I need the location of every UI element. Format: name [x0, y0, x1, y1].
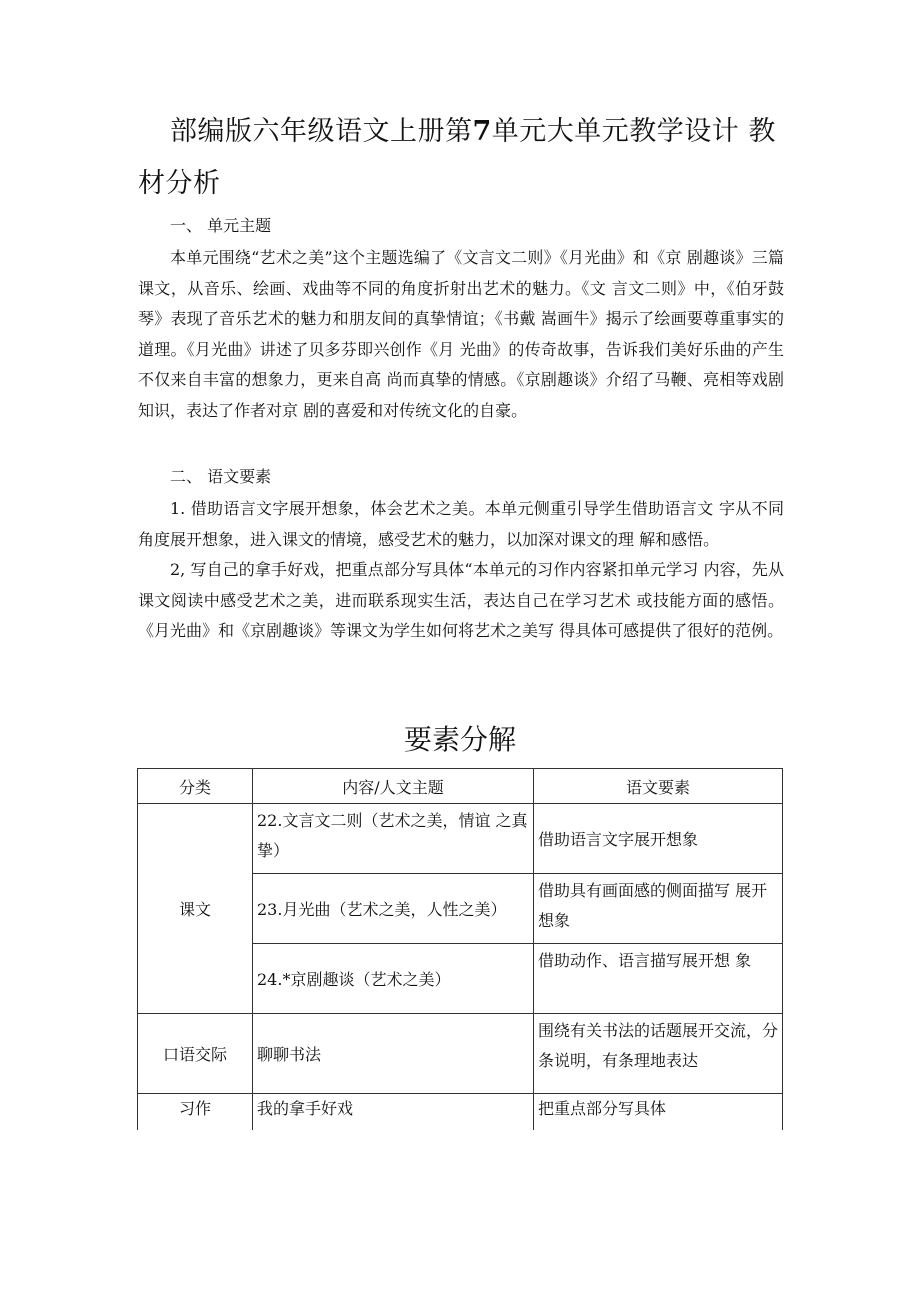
element-cell: 借助动作、语言描写展开想 象: [534, 944, 783, 1014]
header-category: 分类: [138, 769, 253, 804]
content-cell: 22.文言文二则（艺术之美，情谊 之真挚）: [253, 804, 534, 874]
table-title: 要素分解: [403, 723, 516, 756]
table-row: [138, 1014, 783, 1094]
content-cell: 聊聊书法: [253, 1014, 534, 1094]
category-cell: 课文: [138, 804, 253, 1014]
content-cell: 我的拿手好戏: [253, 1094, 534, 1130]
section2-paragraph-2: 2, 写自己的拿手好戏，把重点部分写具体“本单元的习作内容紧扣单元学习 内容，先从课文阅读中感受艺术之美，进而联系现实生活，表达自己在学习艺术 或技能方面的感悟。《月光曲》和《京剧趣谈》等课文为学生如何将艺术之美写 得具体可感提供了很好的范例。: [138, 560, 784, 640]
section1-heading: 一、 单元主题: [170, 216, 272, 235]
table-header-row: [138, 769, 783, 804]
document-title: 部编版六年级语文上册第7单元大单元教学设计 教材分析: [138, 116, 776, 199]
section1-body: [138, 243, 784, 426]
category-cell: 口语交际: [138, 1014, 253, 1094]
header-element: 语文要素: [534, 769, 783, 804]
element-cell: 借助具有画面感的侧面描写 展开想象: [534, 874, 783, 944]
header-content: 内容/人文主题: [253, 769, 534, 804]
table-row: [138, 1094, 783, 1130]
elements-table: [137, 768, 783, 1130]
table-row: [138, 804, 783, 874]
category-cell: 习作: [138, 1094, 253, 1130]
element-cell: 围绕有关书法的话题展开交流，分条说明，有条理地表达: [534, 1014, 783, 1094]
element-cell: 把重点部分写具体: [534, 1094, 783, 1130]
section2-paragraph-1: 1. 借助语言文字展开想象，体会艺术之美。本单元侧重引导学生借助语言文 字从不同角度展开想象，进入课文的情境，感受艺术的魅力，以加深对课文的理 解和感悟。: [138, 499, 784, 549]
section1-paragraph: 本单元围绕“艺术之美”这个主题选编了《文言文二则》《月光曲》和《京 剧趣谈》三篇课文，从音乐、绘画、戏曲等不同的角度折射出艺术的魅力。《文 言文二则》中，《伯牙鼓琴》表现了音乐艺术的魅力和朋友间的真挚情谊；《书戴 嵩画牛》揭示了绘画要尊重事实的道理。《月光曲》讲述了贝多芬即兴创作《月 光曲》的传奇故事，告诉我们美好乐曲的产生不仅来自丰富的想象力，更来自高 尚而真挚的情感。《京剧趣谈》介绍了马鞭、亮相等戏剧知识，表达了作者对京 剧的喜爱和对传统文化的自豪。: [138, 248, 784, 420]
section2-body: [138, 494, 784, 647]
content-cell: 24.*京剧趣谈（艺术之美）: [253, 944, 534, 1014]
section2-heading: 二、 语文要素: [170, 467, 272, 486]
element-cell: 借助语言文字展开想象: [534, 804, 783, 874]
content-cell: 23.月光曲（艺术之美，人性之美）: [253, 874, 534, 944]
